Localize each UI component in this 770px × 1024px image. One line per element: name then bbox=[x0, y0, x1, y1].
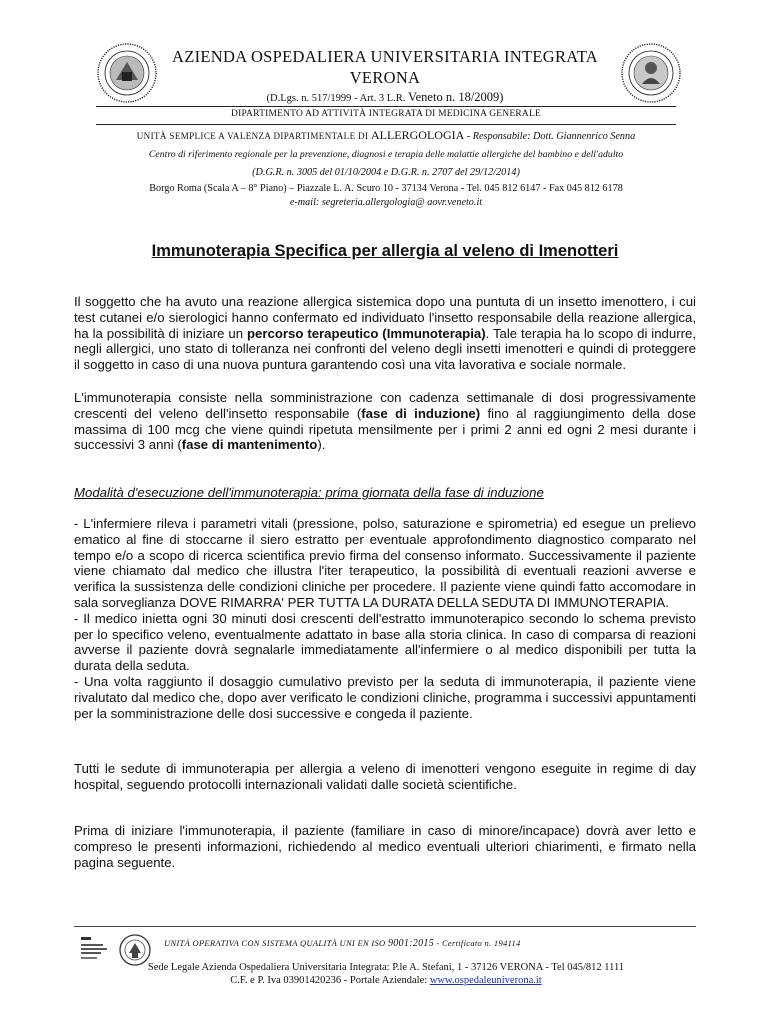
certification-body-logo bbox=[80, 935, 120, 963]
day-hospital-paragraph: Tutti le sedute di immunoterapia per allergia a veleno di imenotteri vengono eseguite in regime di day hospital, seguendo protocolli internazionali validati dalle società scientifiche. bbox=[74, 761, 696, 792]
law-reference-big: Veneto n. 18/2009) bbox=[407, 90, 504, 104]
intro-text-1a: Il soggetto che ha avuto una reazione allergica sistemica dopo una puntuta di un insetto imenottero, i cui test cutanei e/o sierologici hanno confermato ed individuato l'insetto responsabile della reazione allergica, ha la possibilità di iniziare un bbox=[74, 294, 696, 341]
cert-prefix: UNITÀ OPERATIVA CON SISTEMA QUALITÀ UNI EN ISO bbox=[164, 938, 386, 948]
institution-line2: VERONA bbox=[349, 68, 421, 87]
section-item-doctor: - Il medico inietta ogni 30 minuti dosi crescenti dell'estratto immunoterapico secondo lo schema previsto per lo specifico veleno, eventualmente adattato in base alla storia clinica. In caso di comparsa di reazioni avverse il paziente dovrà segnalarle immediatamente all'infermiere o al medico disponibili per tutta la durata della seduta. bbox=[74, 610, 696, 674]
tax-info: C.F. e P. Iva 03901420236 - Portale Aziendale: bbox=[230, 975, 428, 986]
unit-email: e-mail: segreteria.allergologia@ aovr.veneto.it bbox=[289, 197, 483, 208]
induction-paragraph bbox=[74, 390, 696, 453]
unit-name: ALLERGOLOGIA bbox=[370, 128, 465, 142]
tax-and-portal bbox=[96, 975, 676, 986]
dgr-reference: (D.G.R. n. 3005 del 01/10/2004 e D.G.R. n. 2707 del 29/12/2014) bbox=[252, 167, 520, 178]
unit-responsible: - Responsabile: Dott. Giannenrico Senna bbox=[466, 131, 636, 142]
intro-paragraph bbox=[74, 294, 696, 373]
institution-line1: AZIENDA OSPEDALIERA UNIVERSITARIA INTEGRATA bbox=[172, 47, 598, 66]
induction-text-a: L'immunoterapia consiste nella somministrazione con cadenza settimanale di dosi progressivamente crescenti del veleno dell'insetto responsabile ( bbox=[74, 390, 696, 421]
section-body bbox=[74, 516, 696, 721]
legal-seat: Sede Legale Azienda Ospedaliera Universitaria Integrata: P.le A. Stefani, 1 - 37126 VERONA - Tel 045/812 1111 bbox=[147, 962, 625, 973]
intro-text-1b: . Tale terapia ha lo scopo di indurre, negli allergici, uno stato di tolleranza nei confronti del veleno degli insetti imenotteri e quindi di proteggere il soggetto in caso di una nuova puntura garantendo così una vita lavorativa e sociale normale. bbox=[74, 325, 696, 373]
section-item-nurse: - L'infermiere rileva i parametri vitali (pressione, polso, saturazione e spirometria) ed esegue un prelievo ematico al fine di stoccarne il siero estratto per eventuale approfondimento diagnostico comparato nel tempo e/o a scopo di ricerca scientifica previo firma del consenso informato. Successivamente il paziente viene chiamato dal medico che illustra l'iter terapeutico, la possibilità di eventuali reazioni avverse e verifica la sussistenza delle condizioni cliniche per procedere. Il paziente viene quindi fatto accomodare in sala sorveglianza DOVE RIMARRA' PER TUTTA LA DURATA DELLA SEDUTA DI IMMUNOTERAPIA. bbox=[74, 516, 696, 610]
induction-text-b: fino al raggiungimento della dose massima di 100 mcg che viene quindi ripetuta mensilmente per i primi 2 anni ed ogni 2 mesi durante i successivi 3 anni ( bbox=[74, 405, 696, 453]
induction-bold-phase: fase di induzione) bbox=[361, 405, 481, 421]
department-name: DIPARTIMENTO AD ATTIVITÀ INTEGRATA DI MEDICINA GENERALE bbox=[231, 109, 541, 119]
induction-text-c: ). bbox=[317, 437, 326, 453]
intro-bold-therapy: percorso terapeutico (Immunoterapia) bbox=[246, 325, 486, 341]
header-rule-bottom bbox=[96, 124, 676, 125]
unit-info bbox=[96, 126, 676, 210]
footer-rule bbox=[74, 926, 696, 927]
cert-number: - Certificato n. 194114 bbox=[436, 938, 521, 948]
section-item-reassessment: - Una volta raggiunto il dosaggio cumulativo previsto per la seduta di immunoterapia, il paziente viene rivalutato dal medico che, dopo aver verificato le condizioni cliniche, programma i successivi appuntamenti per la somministrazione delle dosi successive e congeda il paziente. bbox=[74, 673, 696, 721]
document-title: Immunoterapia Specifica per allergia al veleno di Imenotteri bbox=[151, 242, 619, 260]
portal-link[interactable]: www.ospedaleuniverona.it bbox=[429, 975, 542, 986]
quality-certification bbox=[164, 938, 521, 949]
header-rule-top bbox=[96, 106, 676, 107]
regional-centre: Centro di riferimento regionale per la prevenzione, diagnosi e terapia delle malattie allergiche del bambino e dell'adulto bbox=[148, 149, 624, 160]
university-seal-left-logo bbox=[96, 42, 158, 104]
unit-address: Borgo Roma (Scala A – 8° Piano) – Piazzale L. A. Scuro 10 - 37134 Verona - Tel. 045 812 6147 - Fax 045 812 6178 bbox=[149, 183, 623, 194]
maintenance-bold-phase: fase di mantenimento bbox=[181, 437, 318, 453]
law-reference-small: (D.Lgs. n. 517/1999 - Art. 3 L.R. bbox=[266, 93, 406, 104]
unit-line bbox=[96, 126, 676, 146]
university-seal-right-logo bbox=[620, 42, 682, 104]
institution-name bbox=[150, 46, 620, 88]
unit-prefix: UNITÀ SEMPLICE A VALENZA DIPARTIMENTALE DI bbox=[136, 131, 369, 141]
law-reference bbox=[150, 90, 620, 105]
consent-paragraph: Prima di iniziare l'immunoterapia, il paziente (familiare in caso di minore/incapace) dovrà aver letto e compreso le presenti informazioni, richiedendo al medico eventuali ulteriori chiarimenti, e firmato nella pagina seguente. bbox=[74, 823, 696, 870]
section-title: Modalità d'esecuzione dell'immunoterapia: prima giornata della fase di induzione bbox=[74, 485, 544, 500]
cert-standard: 9001:2015 bbox=[387, 938, 434, 949]
